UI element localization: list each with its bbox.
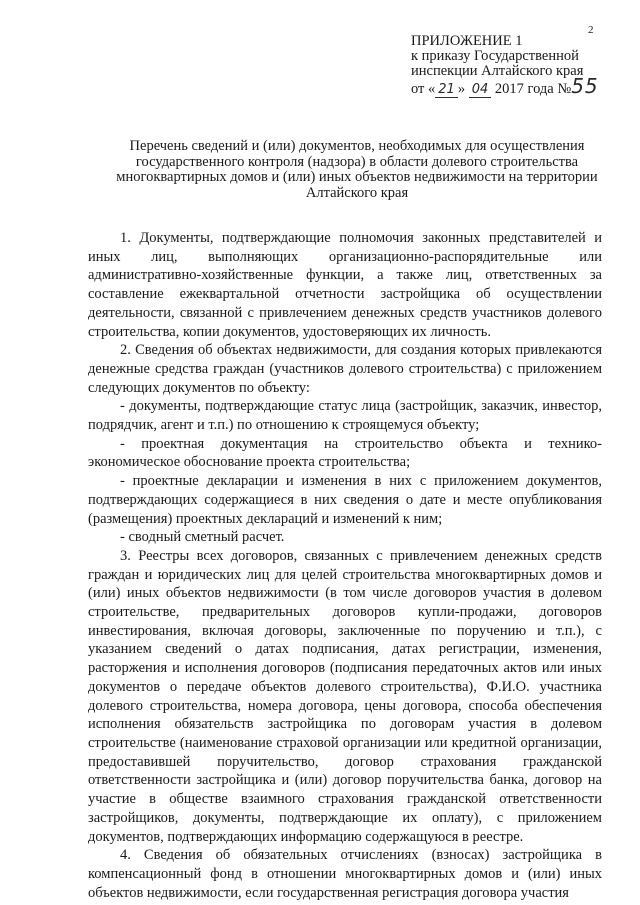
date-prefix: от « — [411, 81, 436, 97]
list-item-project-docs: - проектная документация на строительство объекта и технико-экономическое обоснование проекта строительства; — [88, 435, 602, 471]
list-item-declarations: - проектные декларации и изменения в них с приложением документов, подтверждающих содержащиеся в них сведения о дате и месте опубликования (размещения) проектных деклараций и изменений к ним; — [88, 473, 602, 527]
appendix-date-line — [411, 74, 599, 98]
handwritten-order-number: 55 — [571, 74, 599, 98]
paragraph-4: 4. Сведения об обязательных отчислениях (взносах) застройщика в компенсационный фонд в отношении многоквартирных домов и (или) иных объектов недвижимости, если государственная регистрация договора участия — [88, 847, 602, 901]
list-item-status-docs: - документы, подтверждающие статус лица (застройщик, заказчик, инвестор, подрядчик, агент и т.п.) по отношению к строящемуся объекту; — [88, 398, 602, 434]
appendix-title: ПРИЛОЖЕНИЕ 1 — [411, 33, 523, 49]
list-item-estimate: - сводный сметный расчет. — [120, 529, 285, 546]
paragraph-3: 3. Реестры всех договоров, связанных с привлечением денежных средств граждан и юридических лиц для целей строительства многоквартирных домов и (или) иных объектов недвижимости (в том числе договоров участия в долевом строительстве, предварительных договоров купли-продажи, договоров инвестирования, включая договоры, заключенные по поручению и т.п.), с указанием сведений о датах подписания, датах регистрации, изменения, расторжения и исполнения договоров (подписания передаточных актов или иных документов о передаче объектов долевого строительства), Ф.И.О. участника долевого строительства, номера договора, цены договора, способа обеспечения исполнения обязательств застройщика по договорам участия в долевом строительстве (наименование страховой организации или кредитной организации, предоставившей поручительство, договор страхования гражданской ответственности застройщика и (или) договор поручительства банка, договор на участие в обществе взаимного страхования гражданской ответственности застройщиков, документы, подтверждающие их оплату), с приложением документов, подтверждающих информацию содержащуюся в реестре. — [88, 547, 602, 845]
date-suffix: 2017 года № — [494, 81, 572, 97]
appendix-authority: инспекции Алтайского края — [411, 63, 584, 79]
page-number: 2 — [588, 24, 594, 36]
document-title: Перечень сведений и (или) документов, необходимых для осуществления государственного контроля (надзора) в области долевого строительства многоквартирных домов и (или) иных объектов недвижимости на территории Алтайского края — [116, 138, 598, 201]
appendix-order-ref: к приказу Государственной — [411, 48, 579, 64]
paragraph-2: 2. Сведения об объектах недвижимости, для создания которых привлекаются денежные средства граждан (участников долевого строительства) с приложением следующих документов по объекту: — [88, 342, 602, 396]
appendix-header — [411, 34, 599, 98]
handwritten-month: 04 — [469, 83, 492, 98]
document-body — [88, 229, 602, 902]
paragraph-1: 1. Документы, подтверждающие полномочия законных представителей и иных лиц, выполняющих организационно-распорядительные или административно-хозяйственные функции, а также лиц, ответственных за составление ежеквартальной отчетности застройщика об осуществлении деятельности, связанной с привлечением денежных средств участников долевого строительства, копии документов, удостоверяющих их личность. — [88, 230, 602, 340]
handwritten-day: 21 — [435, 83, 458, 98]
date-mid: » — [457, 81, 466, 97]
